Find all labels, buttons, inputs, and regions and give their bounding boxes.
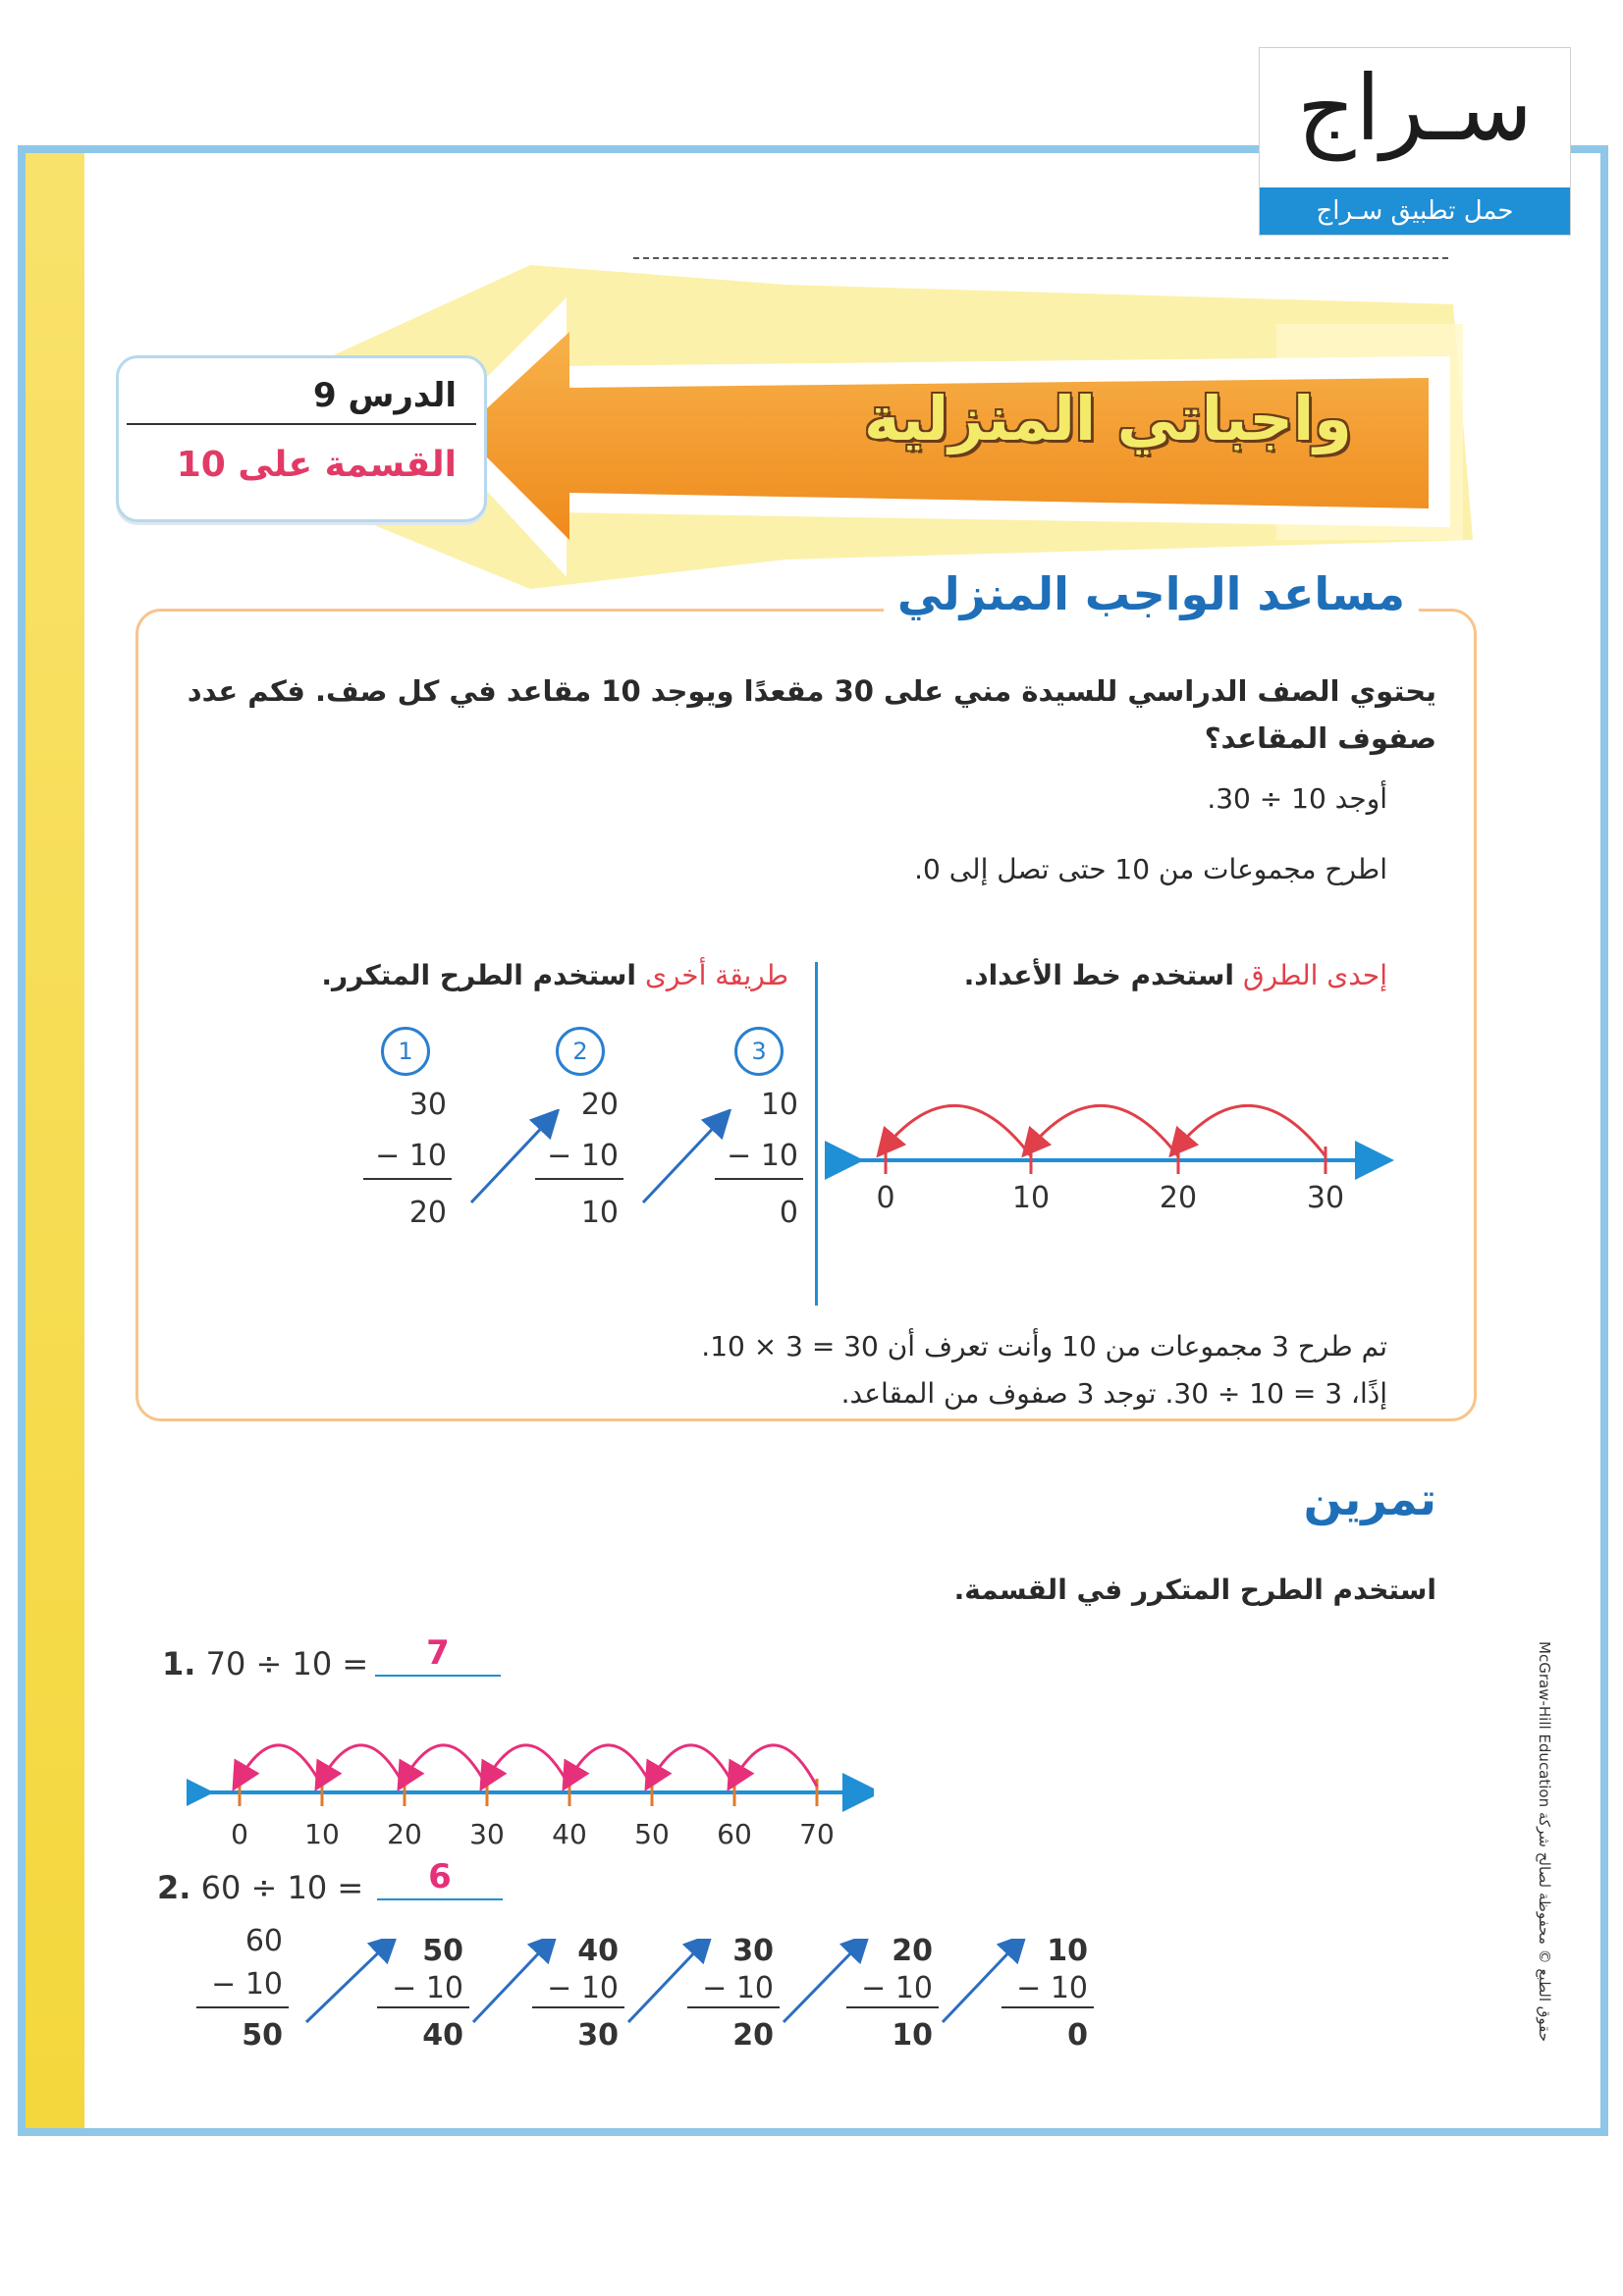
side-copyright: حقوق الطبع © محفوظة لصالح شركة McGraw-Hill Education: [1536, 1641, 1553, 2042]
side-note-wrap: [1528, 1571, 1557, 2042]
tick-label-20: 20: [1159, 1181, 1198, 1215]
brand-name: سـراج: [1297, 56, 1533, 161]
q1-answer[interactable]: 7: [375, 1633, 501, 1677]
q2-step3-minus: − 10: [547, 1971, 619, 2005]
q1-expression: [162, 1645, 368, 1682]
q2-arrow-2: [473, 1944, 548, 2022]
tick-label-0: 0: [876, 1181, 895, 1215]
q1-arc-7: [240, 1745, 322, 1787]
q2-step1-rule: [196, 2006, 289, 2008]
step2-top: 20: [580, 1088, 619, 1122]
q1-label-60: 60: [717, 1818, 752, 1850]
q1-label-50: 50: [634, 1818, 670, 1850]
homework-title: واجباتي المنزلية: [864, 383, 1352, 454]
q2-step4-result[interactable]: 20: [732, 2018, 774, 2053]
step3-top: 10: [760, 1088, 798, 1122]
q2-step2-top[interactable]: 50: [422, 1934, 463, 1968]
lesson-card: [116, 355, 487, 522]
step3-result: 0: [779, 1196, 798, 1230]
lesson-rule: [127, 423, 476, 425]
q1-label-20: 20: [387, 1818, 422, 1850]
q2-step1-top: 60: [244, 1924, 283, 1958]
q2-arrows: [295, 1939, 1080, 2037]
jump-arc-2: [1031, 1105, 1178, 1156]
step-circle-3: 3: [734, 1027, 784, 1076]
q1-number-line: [187, 1708, 874, 1865]
q2-step4-top[interactable]: 30: [732, 1934, 774, 1968]
method1-text: استخدم خط الأعداد.: [963, 959, 1235, 991]
q2-label: 2.: [157, 1869, 191, 1906]
q1-arc-6: [322, 1745, 405, 1787]
q1-label-40: 40: [552, 1818, 587, 1850]
q2-step6-minus: − 10: [1016, 1971, 1088, 2005]
q2-expr: 60 ÷ 10 =: [200, 1869, 364, 1906]
q1-arc-2: [652, 1745, 734, 1787]
q1-label-10: 10: [304, 1818, 340, 1850]
step1-minus: − 10: [375, 1139, 447, 1173]
q1-label: 1.: [162, 1645, 196, 1682]
q1-expr: 70 ÷ 10 =: [205, 1645, 369, 1682]
step2-result: 10: [580, 1196, 619, 1230]
step1-top: 30: [408, 1088, 447, 1122]
step1-rule: [363, 1178, 452, 1180]
q2-step6-result[interactable]: 0: [1067, 2018, 1088, 2053]
q1-arc-5: [405, 1745, 487, 1787]
method2-tag: طريقة أخرى: [644, 959, 788, 991]
step3-minus: − 10: [727, 1139, 798, 1173]
step-arrows: [452, 1109, 746, 1217]
helper-find: أوجد 10 ÷ 30.: [1207, 782, 1387, 815]
lesson-topic: القسمة على 10: [176, 445, 457, 485]
brand-logo[interactable]: [1259, 47, 1571, 236]
q2-arrow-3: [628, 1944, 703, 2022]
method1-heading: [798, 952, 1387, 999]
q2-step5-result[interactable]: 10: [892, 2018, 933, 2053]
q2-arrow-4: [784, 1944, 860, 2022]
q1-label-70: 70: [799, 1818, 835, 1850]
q2-step5-minus: − 10: [861, 1971, 933, 2005]
method1-tag: إحدى الطرق: [1242, 959, 1387, 991]
helper-title: مساعد الواجب المنزلي: [884, 567, 1419, 620]
q1-arc-1: [734, 1745, 817, 1787]
q2-arrow-1: [306, 1944, 388, 2022]
q1-label-0: 0: [231, 1818, 248, 1850]
q2-step1-result[interactable]: 50: [242, 2018, 283, 2053]
tick-label-30: 30: [1306, 1181, 1345, 1215]
step-arrow-2: [643, 1119, 722, 1202]
step2-minus: − 10: [547, 1139, 619, 1173]
q1-arc-3: [569, 1745, 652, 1787]
q2-step3-top[interactable]: 40: [577, 1934, 619, 1968]
q2-arrow-5: [943, 1944, 1017, 2022]
conclusion-1: تم طرح 3 مجموعات من 10 وأنت تعرف أن 30 = 3 × 10.: [701, 1330, 1387, 1362]
q2-step5-top[interactable]: 20: [892, 1934, 933, 1968]
brand-tagline: حمل تطبيق سـراج: [1260, 187, 1570, 235]
q2-answer[interactable]: 6: [377, 1857, 503, 1900]
practice-title: تمرين: [1303, 1472, 1436, 1525]
step1-result: 20: [408, 1196, 447, 1230]
q2-step2-result[interactable]: 40: [422, 2018, 463, 2053]
practice-instruction: استخدم الطرح المتكرر في القسمة.: [953, 1574, 1436, 1606]
q2-step2-minus: − 10: [392, 1971, 463, 2005]
helper-problem: يحتوي الصف الدراسي للسيدة مني على 30 مقعدًا ويوجد 10 مقاعد في كل صف. فكم عدد صفوف المقاعد؟: [187, 674, 1436, 755]
method2-text: استخدم الطرح المتكرر.: [321, 959, 637, 991]
step-arrow-1: [471, 1119, 550, 1202]
q2-step4-minus: − 10: [702, 1971, 774, 2005]
helper-number-line: [825, 1070, 1394, 1217]
jump-arc-3: [886, 1105, 1031, 1156]
yellow-side-stripe: [26, 153, 84, 2128]
column-divider: [815, 962, 818, 1306]
tick-label-10: 10: [1011, 1181, 1051, 1215]
q2-expression: [157, 1869, 363, 1906]
lesson-number: الدرس 9: [312, 376, 457, 415]
jump-arc-1: [1178, 1105, 1325, 1156]
conclusion-2: إذًا، 3 = 10 ÷ 30. توجد 3 صفوف من المقاعد.: [840, 1377, 1387, 1410]
q2-step1-minus: − 10: [211, 1967, 283, 2002]
helper-subtract: اطرح مجموعات من 10 حتى تصل إلى 0.: [914, 853, 1387, 885]
step-circle-1: 1: [381, 1027, 430, 1076]
q1-arc-4: [487, 1745, 569, 1787]
method2-heading: [199, 952, 788, 999]
step-circle-2: 2: [556, 1027, 605, 1076]
q2-step6-top[interactable]: 10: [1047, 1934, 1088, 1968]
q1-label-30: 30: [469, 1818, 505, 1850]
q2-step3-result[interactable]: 30: [577, 2018, 619, 2053]
